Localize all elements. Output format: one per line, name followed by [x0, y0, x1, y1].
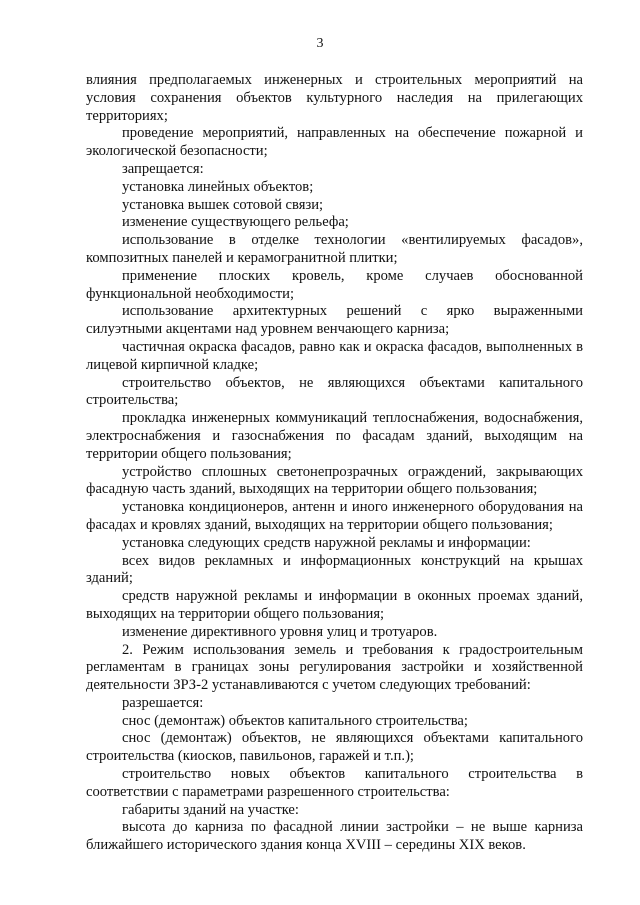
paragraph: использование архитектурных решений с ярко выраженными силуэтными акцентами над уровнем венчающего карниза; — [86, 303, 583, 338]
paragraph: изменение существующего рельефа; — [122, 214, 349, 231]
paragraph: использование в отделке технологии «вентилируемых фасадов», композитных панелей и керамогранитной плитки; — [86, 232, 583, 266]
paragraph: строительство объектов, не являющихся объектами капитального строительства; — [86, 374, 583, 409]
paragraph: устройство сплошных светонепрозрачных ограждений, закрывающих фасадную часть зданий, выходящих на территории общего пользования; — [86, 463, 583, 498]
paragraph: установка вышек сотовой связи; — [122, 196, 324, 213]
paragraph: снос (демонтаж) объектов, не являющихся объектами капитального строительства (киосков, павильонов, гаражей и т.п.); — [86, 730, 583, 765]
paragraph: установка кондиционеров, антенн и иного инженерного оборудования на фасадах и кровлях зданий, выходящих на территории общего пользования; — [86, 499, 583, 533]
paragraph: 2. Режим использования земель и требования к градостроительным регламентам в границах зоны регулирования застройки и хозяйственной деятельности ЗРЗ-2 устанавливаются с учетом следующих требований: — [86, 641, 583, 694]
paragraph: применение плоских кровель, кроме случаев обоснованной функциональной необходимости; — [86, 267, 583, 302]
paragraph: установка следующих средств наружной рекламы и информации: — [122, 534, 531, 551]
page-number: 3 — [316, 36, 324, 51]
paragraph: установка линейных объектов; — [122, 178, 314, 195]
paragraph: запрещается: — [122, 160, 204, 177]
paragraph: габариты зданий на участке: — [122, 801, 299, 818]
paragraph: прокладка инженерных коммуникаций теплоснабжения, водоснабжения, электроснабжения и газоснабжения по фасадам зданий, выходящим на территории общего пользования; — [86, 410, 583, 462]
paragraph: разрешается: — [122, 694, 204, 711]
paragraph: частичная окраска фасадов, равно как и окраска фасадов, выполненных в лицевой кирпичной кладке; — [86, 338, 583, 373]
paragraph: строительство новых объектов капитального строительства в соответствии с параметрами разрешенного строительства: — [86, 766, 583, 800]
paragraph: всех видов рекламных и информационных конструкций на крышах зданий; — [86, 552, 583, 587]
paragraph: проведение мероприятий, направленных на обеспечение пожарной и экологической безопасности; — [86, 125, 583, 160]
paragraph: изменение директивного уровня улиц и тротуаров. — [122, 623, 438, 640]
paragraph: влияния предполагаемых инженерных и строительных мероприятий на условия сохранения объектов культурного наследия на прилегающих территориях; — [86, 72, 583, 124]
paragraph: снос (демонтаж) объектов капитального строительства; — [122, 712, 468, 729]
paragraph: высота до карниза по фасадной линии застройки – не выше карниза ближайшего исторического здания конца XVIII – середины XIX веков. — [86, 819, 583, 854]
document-body — [86, 72, 583, 855]
paragraph: средств наружной рекламы и информации в оконных проемах зданий, выходящих на территории общего пользования; — [86, 588, 583, 622]
